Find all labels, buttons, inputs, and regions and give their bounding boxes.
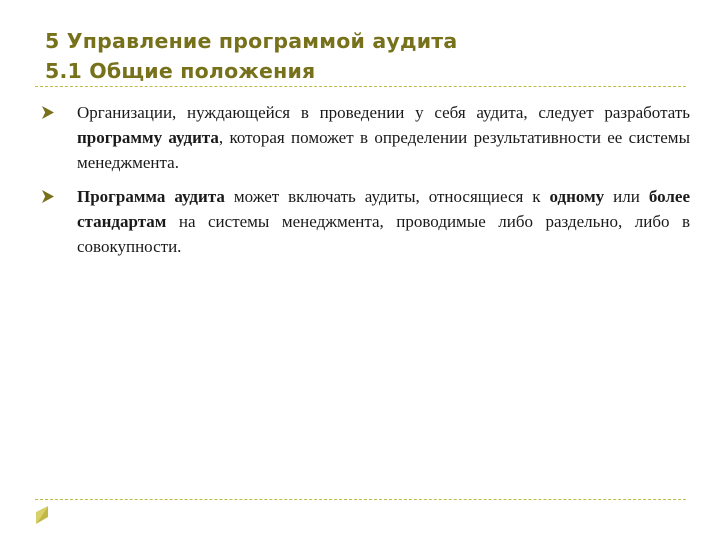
bullet-item [40, 184, 690, 259]
bullet-list [40, 100, 690, 268]
arrowhead-bullet-icon [42, 190, 54, 203]
bullet-text-seg: Организации, нуждающейся в проведении у себя аудита, следует разработать [77, 103, 690, 122]
bullet-text-bold: программу аудита [77, 128, 219, 147]
bullet-text-seg: или [604, 187, 649, 206]
top-divider [35, 86, 686, 87]
corner-triangle-icon [36, 506, 48, 524]
bullet-text-bold: Программа аудита [77, 187, 225, 206]
arrowhead-bullet-icon [42, 106, 54, 119]
slide-title-line-2: 5.1 Общие положения [45, 59, 316, 83]
slide-title-line-1: 5 Управление программой аудита [45, 29, 458, 53]
bullet-item [40, 100, 690, 175]
bullet-text-seg: , которая поможет в определении результативности ее системы менеджмента. [77, 128, 690, 172]
bullet-text-seg: может включать аудиты, относящиеся к [224, 187, 550, 206]
bullet-text-bold: более стандартам [77, 187, 690, 231]
bullet-text-bold: одному [549, 187, 605, 206]
bullet-text-seg: на системы менеджмента, проводимые либо раздельно, либо в совокупности. [77, 212, 690, 256]
bottom-divider [35, 499, 686, 500]
slide-title [45, 26, 685, 86]
